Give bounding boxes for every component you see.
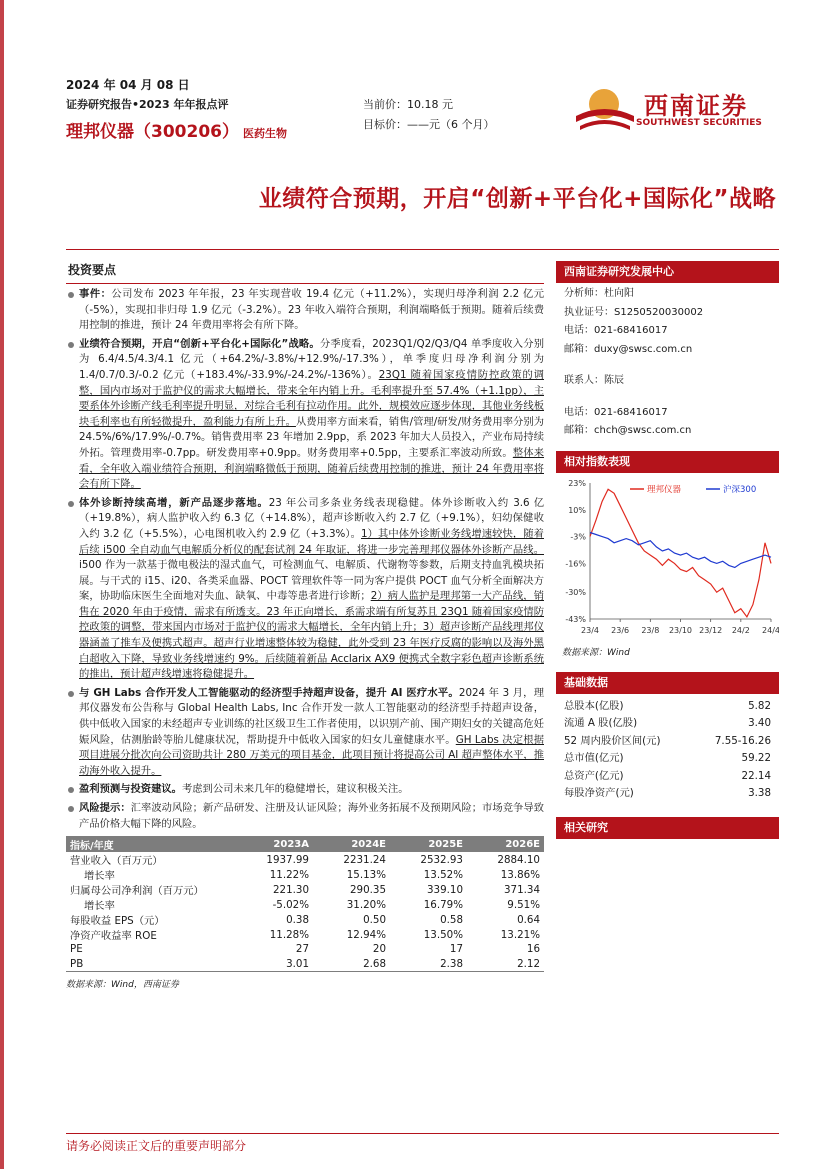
bullet-performance-title: 业绩符合预期，开启“创新+平台化+国际化”战略。 <box>79 337 320 350</box>
analyst-phone: 电话：021-68416017 <box>564 325 668 336</box>
relative-performance-chart <box>556 477 779 645</box>
performance-chart-svg <box>556 477 779 645</box>
chart-y-tick-label: -16% <box>565 558 586 568</box>
basic-row <box>556 750 779 768</box>
table-cell: 2231.24 <box>343 853 386 866</box>
related-research-heading: 相关研究 <box>556 817 779 839</box>
basic-data-list <box>556 698 779 803</box>
bullet-performance-underlined2: 整体来看，全年收入端业绩符合预期，利润端略微低于预期，随着后续费用控制的推进，预计 24 年费用率将会有所下降。 <box>79 446 545 491</box>
contact-email[interactable]: 邮箱：chch@swsc.com.cn <box>564 425 692 436</box>
chart-x-tick-label: 23/6 <box>611 625 630 635</box>
table-cell: 13.50% <box>423 928 463 941</box>
table-cell: 15.13% <box>346 868 386 881</box>
industry-label: 医药生物 <box>242 127 287 140</box>
title-divider <box>66 249 779 250</box>
chart-x-tick-label: 23/4 <box>581 625 599 635</box>
chart-series-line-index <box>590 532 771 567</box>
table-row <box>66 942 544 957</box>
basic-value: 7.55-16.26 <box>714 734 771 747</box>
chart-legend-label: 沪深300 <box>723 484 757 495</box>
table-cell: 增长率 <box>84 870 115 883</box>
table-cell: 339.10 <box>426 883 463 896</box>
table-cell: 371.34 <box>503 883 540 896</box>
table-cell: 0.58 <box>440 913 463 926</box>
chart-x-tick-label: 23/8 <box>641 625 660 635</box>
chart-y-tick-label: 10% <box>568 505 586 515</box>
footer-disclaimer: 请务必阅读正文后的重要声明部分 <box>66 1139 247 1153</box>
bullet-forecast-text: 考虑到公司未来几年的稳健增长，建议积极关注。 <box>181 783 409 796</box>
basic-value: 59.22 <box>741 752 771 764</box>
basic-label: 总股本(亿股) <box>564 699 624 712</box>
bullet-performance-text2: 从费用率方面来看，销售/管理/研发/财务费用率分别为 24.5%/6%/17.9%/-0.7%。销售费用率 23 年增加 2.9pp，系 2023 年加大人员投入，产业布局持续外拓。管理费用率-0.7pp。研发费用率+0.9pp。财务费用率+0.5pp，主要系汇率波动所致。 <box>79 415 544 459</box>
chart-legend-label: 理邦仪器 <box>647 484 682 495</box>
bullet-performance-text: 分季度看，2023Q1/Q2/Q3/Q4 单季度收入分别为 6.4/4.5/4.3/4.1 亿元（+64.2%/-3.8%/+12.9%/-17.3%），单季度归母净利润分别为 1.4/0.7/0.3/-0.2 亿元（+183.4%/-33.9%/-24.2%/-136%）。 <box>79 337 544 381</box>
investment-heading: 投资要点 <box>68 263 117 277</box>
company-ticker: 理邦仪器（300206） <box>66 122 239 142</box>
chart-x-tick-label: 23/10 <box>668 625 693 635</box>
table-row <box>66 897 544 912</box>
sun-logo-icon <box>572 80 642 140</box>
company-logo <box>572 80 786 136</box>
chart-y-tick-label: -30% <box>565 587 586 597</box>
basic-row <box>556 768 779 786</box>
analyst-license: 执业证号：S1250520030002 <box>564 306 704 318</box>
basic-label: 流通 A 股(亿股) <box>564 717 638 729</box>
bullet-risk <box>66 801 544 832</box>
table-cell: 13.52% <box>423 868 463 881</box>
report-type: 证券研究报告•2023 年年报点评 <box>66 98 229 111</box>
company-name <box>66 117 287 142</box>
table-cell: 2.12 <box>467 957 544 972</box>
bullet-performance-underlined: 23Q1 随着国家疫情防控政策的调整，国内市场对于监护仪的需求大幅增长，带来全年内销上升。毛利率提升至 57.4%（+1.1pp），主要系体外诊断产线毛利率提升明显，对综合毛利有拉动作用。此外，规模效应逐步体现，其他业务线板块毛利率也有所轻微提升，盈利能力有所上升。 <box>79 368 544 428</box>
footer-divider <box>66 1133 779 1134</box>
chart-source: 数据来源：Wind <box>562 647 630 658</box>
table-cell: 27 <box>295 943 309 956</box>
bullet-risk-title: 风险提示： <box>79 802 131 814</box>
basic-label: 52 周内股价区间(元) <box>564 734 661 747</box>
forecast-header-row <box>66 836 544 852</box>
forecast-header-cell: 2024E <box>313 836 390 852</box>
bullet-forecast-title: 盈利预测与投资建议。 <box>79 783 182 796</box>
table-cell: 11.22% <box>269 868 309 881</box>
bullet-event-text: 公司发布 2023 年年报，23 年实现营收 19.4 亿元（+11.2%），实现归母净利润 2.2 亿元（-5%），实现扣非归母 1.9 亿元（-3.2%）。23 年收入端符合预期，利润端略低于预期。随着后续费用控制的推进，预计 24 年费用率将会有所下降。 <box>79 288 544 332</box>
bullet-forecast <box>66 782 544 798</box>
table-cell: 增长率 <box>84 900 115 913</box>
contact-name: 联系人：陈辰 <box>564 375 624 386</box>
chart-y-tick-label: -43% <box>565 614 586 624</box>
bullet-ghlabs-underlined: GH Labs 决定根据项目进展分批次向公司资助共计 280 万美元的项目基金，此项目预计将提高公司 AI 超声整体水平，推动海外收入提升。 <box>79 733 544 777</box>
table-source: 数据来源：Wind，西南证券 <box>66 979 179 990</box>
forecast-header-cell: 2026E <box>467 836 544 852</box>
basic-row <box>556 733 779 751</box>
bullet-ghlabs-text: 2024 年 3 月，理邦仪器发布公告称与 Global Health Labs, Inc 合作开发一款人工智能驱动的经济型手持超声设备，供中低收入国家的未经超声专业训练的社区级卫生工作者使用，以识别产前、围产期妇女的关键高危妊娠风险，估测胎龄等胎儿健康状况，帮助提升中低收入国家的妇女儿童健康水平。 <box>79 686 544 746</box>
table-cell: 归属母公司净利润（百万元） <box>70 885 204 898</box>
table-cell: 11.28% <box>269 928 309 941</box>
report-title: 业绩符合预期，开启“创新+平台化+国际化”战略 <box>258 186 776 212</box>
chart-y-tick-label: -3% <box>570 532 586 542</box>
logo-text-en: SOUTHWEST SECURITIES <box>636 118 762 128</box>
logo-text-cn: 西南证券 <box>644 92 748 120</box>
table-row <box>66 867 544 882</box>
current-price: 当前价：10.18 元 <box>363 98 453 111</box>
basic-value: 5.82 <box>748 699 771 712</box>
basic-row <box>556 715 779 733</box>
table-cell: 13.86% <box>500 868 540 881</box>
table-cell: 9.51% <box>507 898 540 911</box>
table-cell: 2884.10 <box>497 853 540 866</box>
table-cell: 17 <box>449 943 463 956</box>
table-cell: 290.35 <box>349 883 386 896</box>
basic-label: 总市值(亿元) <box>564 752 624 764</box>
basic-value: 22.14 <box>741 769 771 782</box>
basic-label: 总资产(亿元) <box>564 769 624 782</box>
table-cell: 16.79% <box>423 898 463 911</box>
chart-x-tick-label: 24/2 <box>731 625 750 635</box>
table-cell: 1937.99 <box>266 853 309 866</box>
table-cell: 16 <box>526 943 540 956</box>
table-cell: -5.02% <box>272 898 309 911</box>
bullet-risk-text: 汇率波动风险；新产品研发、注册及认证风险；海外业务拓展不及预期风险；市场竞争导致产品价格大幅下降的风险。 <box>79 802 544 830</box>
bullet-ivd-text: 23 年公司多条业务线表现稳健。体外诊断收入约 3.6 亿（+19.8%），病人监护收入约 6.3 亿（+14.8%），超声诊断收入约 2.7 亿（+9.1%），妇幼保健收入约 3.2 亿（+5.5%），心电图机收入约 2.9 亿（+3.3%）。 <box>79 496 545 540</box>
analyst-name: 分析师：杜向阳 <box>564 288 634 299</box>
basic-value: 3.40 <box>748 717 771 729</box>
table-cell: 13.21% <box>500 928 540 941</box>
table-cell: PB <box>66 957 236 972</box>
basic-row <box>556 785 779 803</box>
investment-heading-rule <box>66 283 544 284</box>
analyst-email[interactable]: 邮箱：duxy@swsc.com.cn <box>564 343 693 355</box>
bullet-event-title: 事件： <box>79 288 112 300</box>
table-cell: 净资产收益率 ROE <box>70 930 157 943</box>
basic-data-heading: 基础数据 <box>556 672 779 694</box>
forecast-header-cell: 2025E <box>390 836 467 852</box>
sidebar <box>556 261 779 839</box>
main-column <box>66 261 544 990</box>
table-cell: 31.20% <box>346 898 386 911</box>
basic-row <box>556 698 779 716</box>
page-edge-accent <box>0 0 4 1169</box>
bullet-ivd-underlined2: 2）病人监护是理邦第一大产品线，销售在 2020 年由于疫情，需求有所透支。23 年正向增长，系需求端有所复苏且 23Q1 随着国家疫情防控政策的调整，带来国内市场对于监护仪的需求大幅增长，全年内销上升；3）超声诊断产品线理邦仪器涵盖了推车及便携式超声。超声行业增速整体较为稳健，此外受到 23 年医疗反腐的影响以及海外黑白超收入下降，导致业务线增速约 9%。后续随着新品 Acclarix AX9 便携式全数字彩色超声诊断系统的推出，预计超声线增速将稳健提升。 <box>79 590 544 681</box>
bullet-ghlabs <box>66 686 544 780</box>
analyst-info <box>556 285 779 441</box>
table-row <box>66 927 544 942</box>
forecast-header-cell: 指标/年度 <box>66 836 236 852</box>
forecast-header-cell: 2023A <box>236 836 313 852</box>
table-cell: 3.01 <box>236 957 313 972</box>
table-cell: 2.38 <box>390 957 467 972</box>
table-cell: 0.50 <box>363 913 386 926</box>
table-row <box>66 912 544 927</box>
table-row <box>66 882 544 897</box>
perf-heading: 相对指数表现 <box>556 451 779 473</box>
bullet-ivd-text2: i500 作为一款基于微电极法的湿式血气，可检测血气、电解质、代谢物等参数，后期支持血乳模块拓展。与干式的 i15、i20、各类采血器、POCT 管理软件等一同为客户提供 POCT 血气分析全面解决方案，协助临床医生全面地对失血、缺氧、中毒等患者进行诊断； <box>79 559 544 603</box>
bullet-event <box>66 287 544 334</box>
table-row <box>66 957 544 972</box>
bullet-performance <box>66 337 544 493</box>
table-cell: 2.68 <box>313 957 390 972</box>
table-cell: 每股收益 EPS（元） <box>70 915 165 928</box>
table-cell: 2532.93 <box>420 853 463 866</box>
table-row <box>66 852 544 867</box>
bullet-ghlabs-title: 与 GH Labs 合作开发人工智能驱动的经济型手持超声设备，提升 AI 医疗水平。 <box>79 686 459 699</box>
basic-value: 3.38 <box>748 787 771 799</box>
table-cell: PE <box>70 943 83 956</box>
table-cell: 221.30 <box>272 883 309 896</box>
table-cell: 营业收入（百万元） <box>70 855 163 868</box>
report-header <box>66 76 786 166</box>
target-price: 目标价：——元（6 个月） <box>363 118 495 131</box>
chart-series-line-company <box>590 489 771 617</box>
contact-phone: 电话：021-68416017 <box>564 406 668 418</box>
chart-x-tick-label: 23/12 <box>699 625 723 635</box>
table-cell: 0.38 <box>286 913 309 926</box>
bullet-ivd-underlined: 1）其中体外诊断业务线增速较快，随着后续 i500 全自动血气电解质分析仪的配套试剂 24 年取证，将进一步完善理邦仪器体外诊断产品线。 <box>79 527 544 556</box>
table-cell: 0.64 <box>517 913 540 926</box>
table-cell: 20 <box>372 943 386 956</box>
chart-y-tick-label: 23% <box>568 478 586 488</box>
research-center-heading: 西南证券研究发展中心 <box>556 261 779 283</box>
table-cell: 12.94% <box>346 928 386 941</box>
forecast-table <box>66 836 544 972</box>
report-date: 2024 年 04 月 08 日 <box>66 78 190 92</box>
bullet-ivd-title: 体外诊断持续高增，新产品逐步落地。 <box>79 496 269 509</box>
chart-x-tick-label: 24/4 <box>762 625 779 635</box>
bullet-ivd <box>66 496 544 683</box>
basic-label: 每股净资产(元) <box>564 787 634 799</box>
